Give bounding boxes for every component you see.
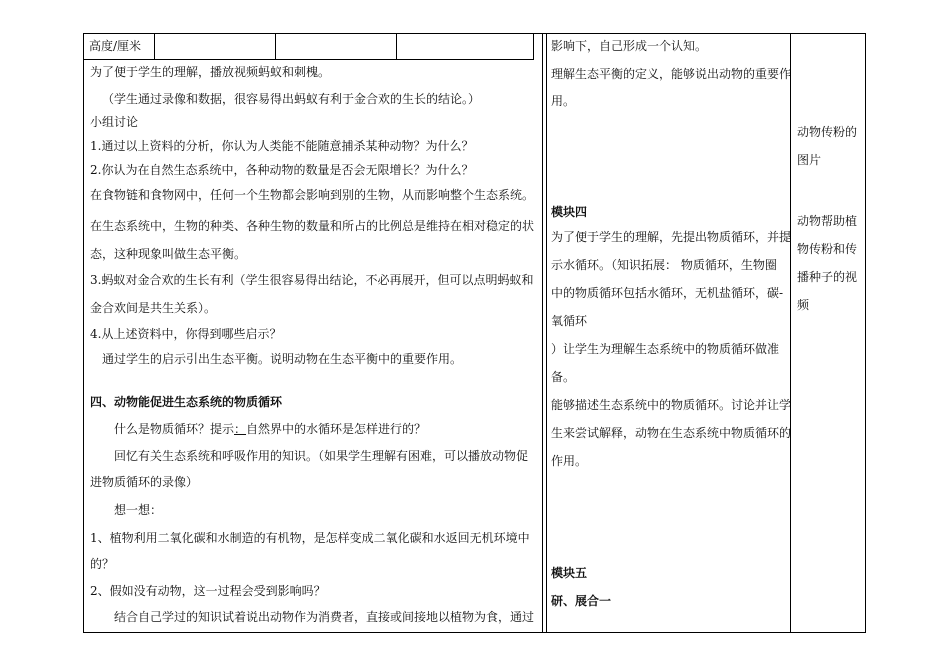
module-heading: 模块四 [551, 205, 588, 219]
text-line: 态，这种现象叫做生态平衡。 [90, 247, 247, 261]
resource-text: 图片 [797, 153, 822, 167]
column-divider-left-double [546, 33, 547, 633]
text-line: 影响下，自己形成一个认知。 [551, 39, 708, 53]
text-line: 结合自己学过的知识试着说出动物作为消费者，直接或间接地以植物为食，通过 [114, 610, 535, 624]
resource-text: 频 [797, 298, 810, 312]
text-line: 生来尝试解释，动物在生态系统中物质循环的 [551, 426, 792, 440]
text-line: 3.蚂蚁对金合欢的生长有利（学生很容易得出结论，不必再展开，但可以点明蚂蚁和 [90, 273, 534, 287]
resource-text: 播种子的视 [797, 270, 858, 284]
column-divider-right [790, 33, 791, 633]
text-line: ）让学生为理解生态系统中的物质循环做准 [551, 342, 780, 356]
text-line: 1.通过以上资料的分析，你认为人类能不能随意捕杀某种动物？为什么？ [90, 139, 474, 153]
data-cell-1 [155, 33, 276, 60]
text-line: 什么是物质循环？提示：自然界中的水循环是怎样进行的？ [114, 422, 427, 436]
text-line: 想一想： [114, 503, 163, 517]
data-cell-2 [276, 33, 397, 60]
column-divider-left [542, 33, 543, 633]
text-line: 2、假如没有动物，这一过程会受到影响吗？ [90, 584, 326, 598]
text-line: 备。 [551, 370, 576, 384]
text-line: 在食物链和食物网中，任何一个生物都会影响到别的生物，从而影响整个生态系统。 [90, 188, 535, 202]
text-line: 4.从上述资料中，你得到哪些启示？ [90, 327, 282, 341]
text-line: 回忆有关生态系统和呼吸作用的知识。（如果学生理解有困难，可以播放动物促 [114, 449, 529, 463]
text-line: （学生通过录像和数据，很容易得出蚂蚁有利于金合欢的生长的结论。） [102, 92, 481, 106]
section-heading: 四、动物能促进生态系统的物质循环 [90, 395, 283, 409]
height-label-cell: 高度/厘米 [83, 33, 155, 60]
height-data-table [83, 33, 534, 60]
text-line: 为了便于学生的理解，先提出物质循环，并提 [551, 230, 792, 244]
text-line: 能够描述生态系统中的物质循环。讨论并让学 [551, 398, 792, 412]
module-heading: 研、展合一 [551, 594, 612, 608]
text-line: 氧循环 [551, 314, 588, 328]
text-line: 为了便于学生的理解，播放视频蚂蚁和刺槐。 [90, 65, 331, 79]
resource-text: 物传粉和传 [797, 242, 858, 256]
data-cell-3 [397, 33, 534, 60]
text-line: 进物质循环的录像） [90, 475, 199, 489]
text-line: 用。 [551, 94, 576, 108]
text-line: 通过学生的启示引出生态平衡。说明动物在生态平衡中的重要作用。 [102, 352, 463, 366]
module-heading: 模块五 [551, 566, 588, 580]
text-line: 的？ [90, 557, 115, 571]
text-line: 1、植物利用二氧化碳和水制造的有机物，是怎样变成二氧化碳和水返回无机环境中 [90, 531, 530, 545]
text-line: 示水循环。（知识拓展： 物质循环，生物圈 [551, 258, 777, 272]
text-line: 中的物质循环包括水循环，无机盐循环，碳- [551, 286, 784, 300]
resource-text: 动物传粉的 [797, 125, 858, 139]
text-line: 在生态系统中，生物的种类、各种生物的数量和所占的比例总是维持在相对稳定的状 [90, 219, 535, 233]
text-line: 理解生态平衡的定义，能够说出动物的重要作 [551, 67, 792, 81]
resource-text: 动物帮助植 [797, 214, 858, 228]
text-line: 作用。 [551, 454, 588, 468]
text-line: 小组讨论 [90, 115, 139, 129]
text-line: 2.你认为在自然生态系统中，各种动物的数量是否会无限增长？为什么？ [90, 163, 474, 177]
text-line: 金合欢间是共生关系）。 [90, 301, 217, 315]
